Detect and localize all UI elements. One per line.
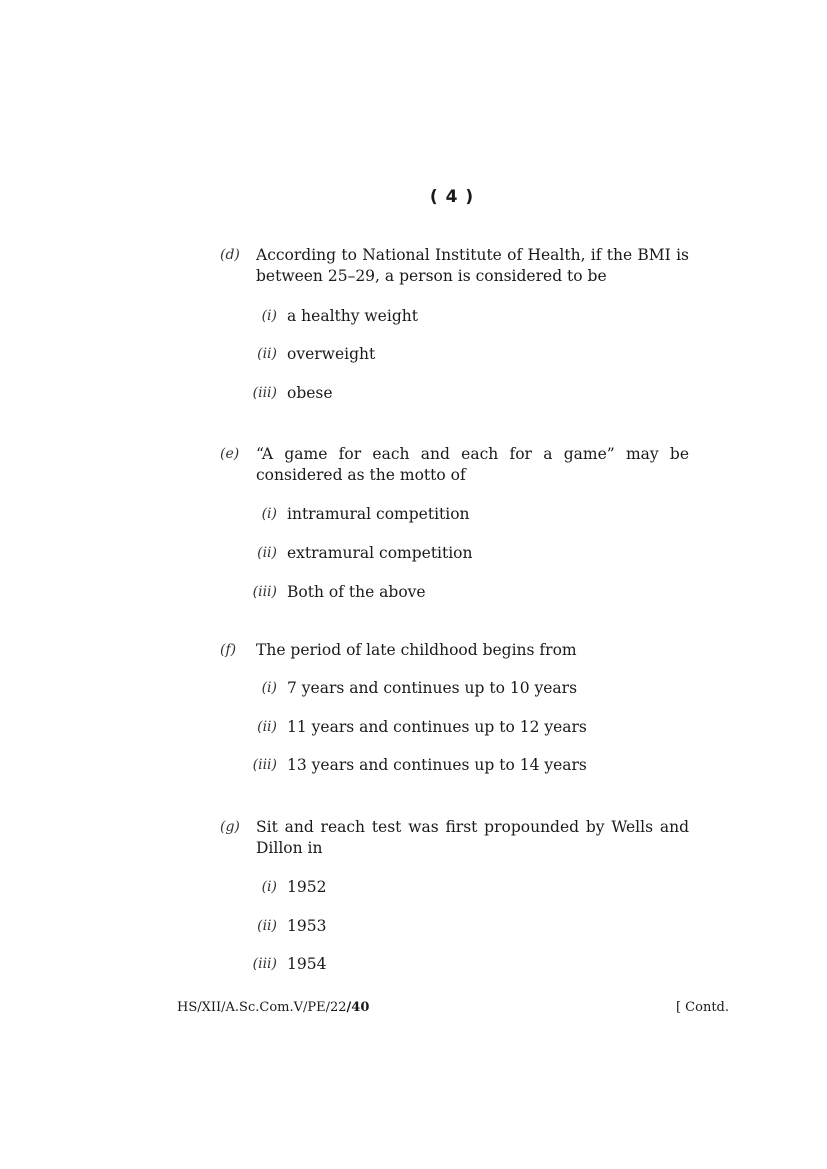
option-item (220, 344, 690, 366)
continued-marker: [ Contd. (675, 1000, 729, 1015)
option-item (220, 543, 690, 565)
option-label: (ii) (257, 719, 277, 735)
option-item (220, 383, 690, 405)
option-item (220, 954, 690, 976)
option-item (220, 877, 690, 899)
option-item (220, 678, 690, 700)
option-item (220, 504, 690, 526)
option-text: obese (287, 384, 333, 402)
option-label: (iii) (252, 956, 277, 972)
option-item (220, 916, 690, 938)
page-number: ( 4 ) (429, 187, 475, 207)
option-text: a healthy weight (287, 307, 418, 325)
option-item (220, 717, 690, 739)
option-label: (iii) (252, 385, 277, 401)
option-label: (i) (261, 506, 277, 522)
option-text: 1953 (287, 917, 327, 935)
paper-code-suffix: /40 (346, 1000, 370, 1015)
option-text: intramural competition (287, 505, 470, 523)
option-label: (ii) (257, 918, 277, 934)
option-item (220, 755, 690, 777)
option-item (220, 306, 690, 328)
option-text: 7 years and continues up to 10 years (287, 679, 578, 697)
question-label: (g) (220, 819, 240, 835)
option-label: (ii) (257, 545, 277, 561)
option-text: 11 years and continues up to 12 years (287, 718, 587, 736)
option-text: 13 years and continues up to 14 years (287, 756, 587, 774)
question-text: The period of late childhood begins from (256, 641, 577, 659)
option-label: (i) (261, 879, 277, 895)
option-label: (iii) (252, 757, 277, 773)
option-text: overweight (287, 345, 376, 363)
option-item (220, 582, 690, 604)
question-label: (d) (220, 247, 240, 263)
paper-code (177, 999, 369, 1017)
option-text: Both of the above (287, 583, 426, 601)
question-text: According to National Institute of Health, if the BMI is between 25–29, a person is considered to be (256, 246, 689, 285)
question-text: “A game for each and each for a game” may be considered as the motto of (256, 445, 689, 484)
option-label: (ii) (257, 346, 277, 362)
option-text: extramural competition (287, 544, 473, 562)
option-text: 1954 (287, 955, 327, 973)
option-text: 1952 (287, 878, 327, 896)
option-label: (iii) (252, 584, 277, 600)
paper-code-prefix: HS/XII/A.Sc.Com.V/PE/22 (177, 1000, 347, 1015)
question-text: Sit and reach test was first propounded by Wells and Dillon in (256, 818, 689, 857)
question-label: (e) (220, 446, 240, 462)
option-label: (i) (261, 308, 277, 324)
option-label: (i) (261, 680, 277, 696)
question-label: (f) (220, 642, 237, 658)
